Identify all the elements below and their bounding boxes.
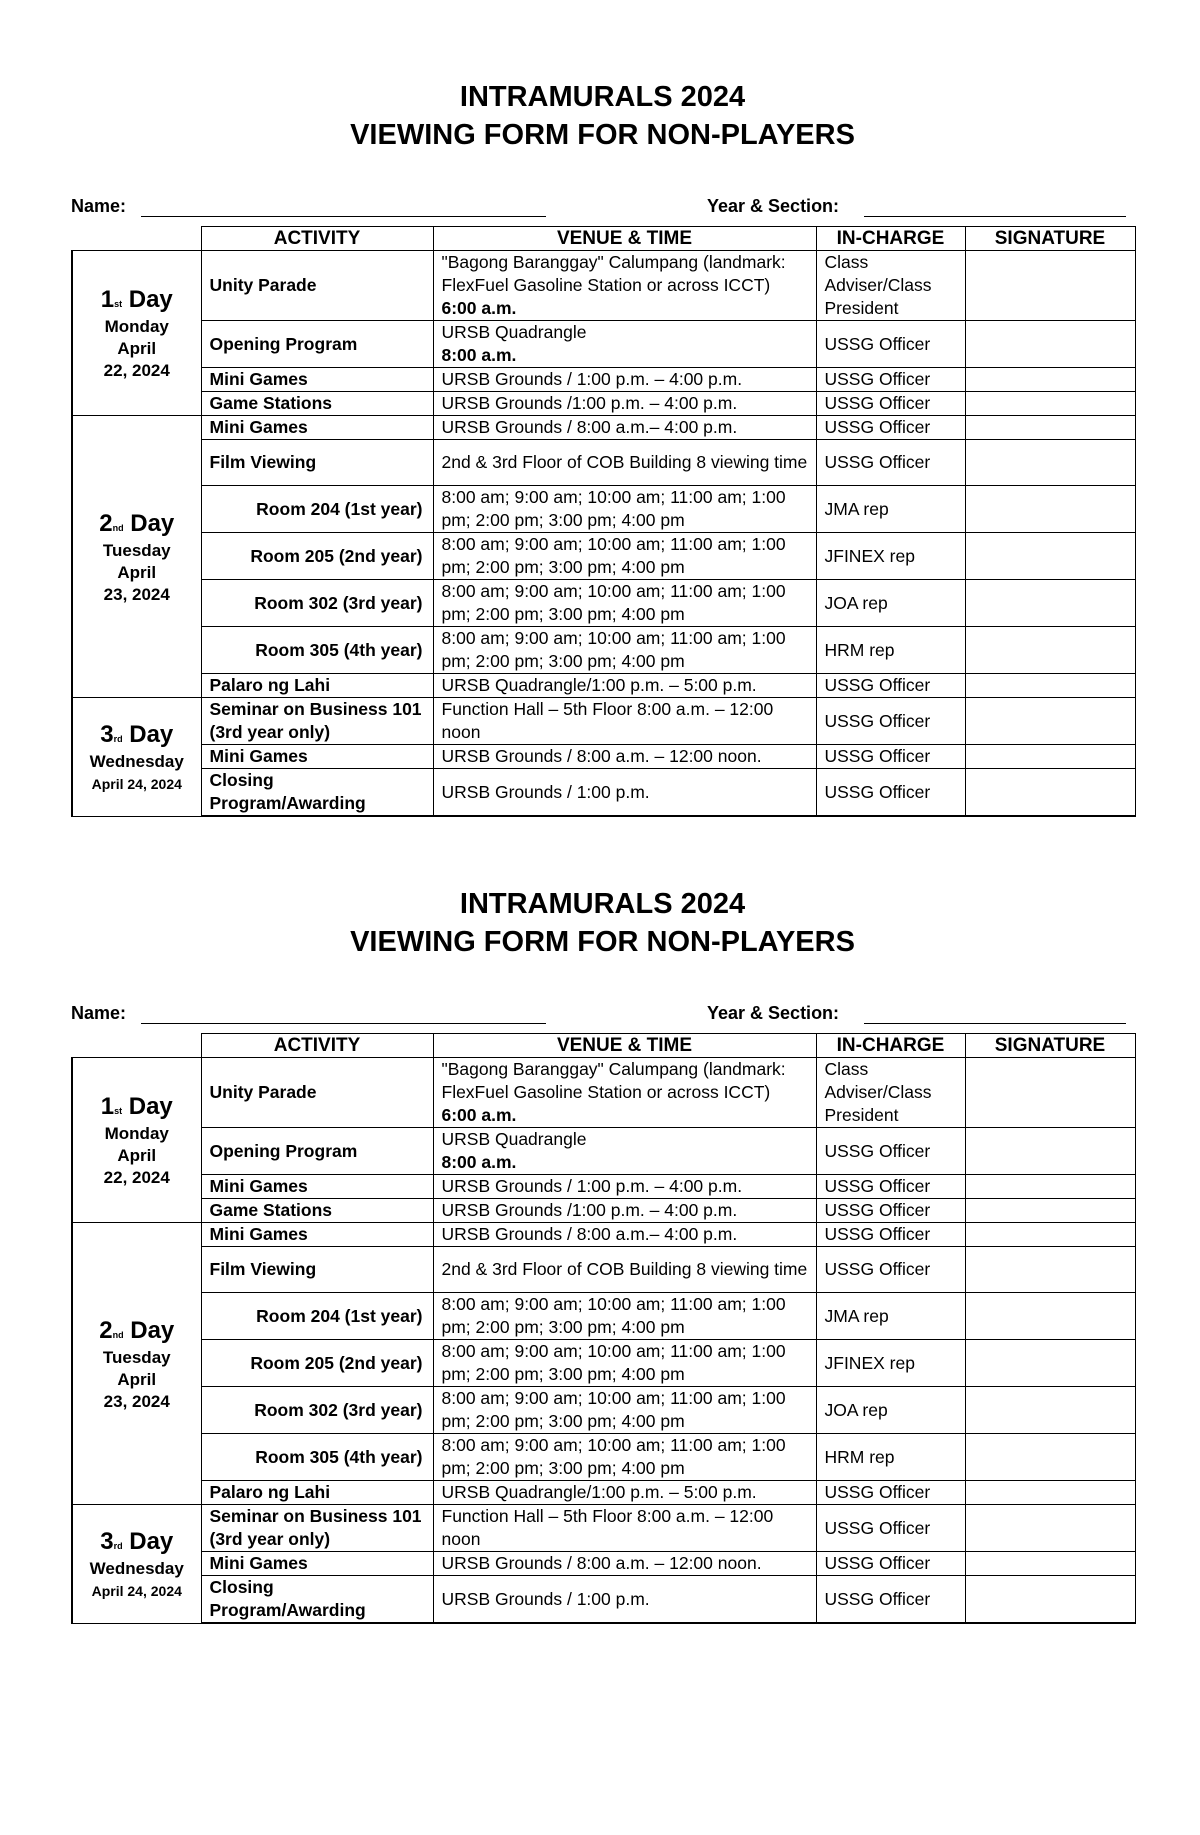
venue-text: URSB Grounds / 8:00 a.m. – 12:00 noon. xyxy=(441,746,762,766)
table-row xyxy=(72,440,1135,486)
venue-text: 2nd & 3rd Floor of COB Building 8 viewing time xyxy=(441,1259,808,1279)
activity-cell: Game Stations xyxy=(201,392,433,416)
signature-cell[interactable] xyxy=(965,580,1135,627)
in-charge-cell: USSG Officer xyxy=(816,1505,965,1552)
name-field[interactable] xyxy=(141,216,546,217)
venue-text: URSB Grounds / 8:00 a.m. – 12:00 noon. xyxy=(441,1553,762,1573)
in-charge-cell: Class Adviser/Class President xyxy=(816,1058,965,1128)
signature-cell[interactable] xyxy=(965,1552,1135,1576)
activity-cell: Mini Games xyxy=(201,745,433,769)
in-charge-cell: JOA rep xyxy=(816,1387,965,1434)
venue-time-cell xyxy=(433,1481,816,1505)
in-charge-cell: JMA rep xyxy=(816,1293,965,1340)
table-row xyxy=(72,486,1135,533)
venue-time-cell xyxy=(433,533,816,580)
table-row xyxy=(72,1387,1135,1434)
activity-cell: Film Viewing xyxy=(201,1247,433,1293)
col-header-signature: SIGNATURE xyxy=(965,1034,1135,1058)
name-field[interactable] xyxy=(141,1023,546,1024)
table-row xyxy=(72,769,1135,817)
table-row xyxy=(72,1175,1135,1199)
day-weekday: Tuesday xyxy=(102,540,171,560)
table-row xyxy=(72,533,1135,580)
in-charge-cell: JFINEX rep xyxy=(816,533,965,580)
viewing-form-1 xyxy=(71,78,1134,817)
table-row xyxy=(72,368,1135,392)
table-row xyxy=(72,1223,1135,1247)
table-row xyxy=(72,251,1135,321)
venue-time-cell xyxy=(433,392,816,416)
venue-time-cell xyxy=(433,769,816,817)
day-heading: 2nd Day xyxy=(99,1316,175,1344)
in-charge-cell: USSG Officer xyxy=(816,1223,965,1247)
in-charge-cell: USSG Officer xyxy=(816,1247,965,1293)
venue-time-bold: 8:00 a.m. xyxy=(441,345,517,365)
day-month: April xyxy=(117,1369,157,1389)
day-weekday: Tuesday xyxy=(102,1347,171,1367)
venue-time-cell xyxy=(433,486,816,533)
day-heading: 3rd Day xyxy=(100,1527,174,1555)
activity-cell: Mini Games xyxy=(201,1175,433,1199)
venue-time-cell xyxy=(433,1247,816,1293)
venue-text: 8:00 am; 9:00 am; 10:00 am; 11:00 am; 1:00 pm; 2:00 pm; 3:00 pm; 4:00 pm xyxy=(441,487,786,530)
signature-cell[interactable] xyxy=(965,627,1135,674)
day-heading: 1st Day xyxy=(100,286,173,313)
venue-text: URSB Grounds / 1:00 p.m. – 4:00 p.m. xyxy=(441,1176,743,1196)
in-charge-cell: USSG Officer xyxy=(816,745,965,769)
in-charge-cell: USSG Officer xyxy=(816,1128,965,1175)
table-row xyxy=(72,392,1135,416)
table-row xyxy=(72,1434,1135,1481)
activity-cell: Closing Program/Awarding xyxy=(201,1576,433,1624)
activity-cell: Closing Program/Awarding xyxy=(201,769,433,817)
venue-time-cell xyxy=(433,627,816,674)
signature-cell[interactable] xyxy=(965,698,1135,745)
year-section-label: Year & Section: xyxy=(707,1003,840,1023)
venue-time-cell xyxy=(433,580,816,627)
signature-cell[interactable] xyxy=(965,1505,1135,1552)
day-date: April 24, 2024 xyxy=(91,775,182,792)
signature-cell[interactable] xyxy=(965,1175,1135,1199)
day-cell-1 xyxy=(72,1058,201,1223)
in-charge-cell: USSG Officer xyxy=(816,321,965,368)
venue-time-cell xyxy=(433,1293,816,1340)
venue-time-cell xyxy=(433,1552,816,1576)
signature-cell[interactable] xyxy=(965,769,1135,817)
day-cell-3 xyxy=(72,698,201,817)
day-weekday: Monday xyxy=(104,1124,169,1143)
in-charge-cell: USSG Officer xyxy=(816,440,965,486)
col-header-activity: ACTIVITY xyxy=(201,1034,433,1058)
venue-time-bold: 6:00 a.m. xyxy=(441,1105,517,1125)
table-row xyxy=(72,580,1135,627)
year-section-field[interactable] xyxy=(864,216,1126,217)
activity-cell: Room 305 (4th year) xyxy=(201,1434,433,1481)
signature-cell[interactable] xyxy=(965,1434,1135,1481)
activity-cell: Palaro ng Lahi xyxy=(201,1481,433,1505)
venue-text: 8:00 am; 9:00 am; 10:00 am; 11:00 am; 1:00 pm; 2:00 pm; 3:00 pm; 4:00 pm xyxy=(441,628,786,671)
venue-text: URSB Grounds / 1:00 p.m. xyxy=(441,1588,650,1609)
table-row xyxy=(72,1340,1135,1387)
table-row xyxy=(72,1552,1135,1576)
venue-text: URSB Grounds / 8:00 a.m.– 4:00 p.m. xyxy=(441,417,738,437)
day-cell-2 xyxy=(72,1223,201,1505)
day-weekday: Monday xyxy=(104,317,169,336)
day-cell-3 xyxy=(72,1505,201,1624)
table-row xyxy=(72,321,1135,368)
signature-cell[interactable] xyxy=(965,1223,1135,1247)
venue-time-cell xyxy=(433,698,816,745)
venue-time-cell xyxy=(433,1340,816,1387)
in-charge-cell: USSG Officer xyxy=(816,368,965,392)
venue-text: 8:00 am; 9:00 am; 10:00 am; 11:00 am; 1:00 pm; 2:00 pm; 3:00 pm; 4:00 pm xyxy=(441,534,786,577)
col-header-venue: VENUE & TIME xyxy=(433,1034,816,1058)
in-charge-cell: USSG Officer xyxy=(816,1481,965,1505)
table-row xyxy=(72,674,1135,698)
venue-text: URSB Grounds / 1:00 p.m. – 4:00 p.m. xyxy=(441,369,743,389)
venue-time-cell xyxy=(433,1199,816,1223)
activity-cell: Room 302 (3rd year) xyxy=(201,580,433,627)
in-charge-cell: JOA rep xyxy=(816,580,965,627)
venue-text: 2nd & 3rd Floor of COB Building 8 viewing time xyxy=(441,452,808,472)
name-row xyxy=(71,196,1134,226)
col-header-venue: VENUE & TIME xyxy=(433,227,816,251)
table-row xyxy=(72,416,1135,440)
venue-text: "Bagong Baranggay" Calumpang (landmark: FlexFuel Gasoline Station or across ICCT) xyxy=(441,252,786,295)
signature-cell[interactable] xyxy=(965,1199,1135,1223)
venue-time-cell xyxy=(433,1058,816,1128)
signature-cell[interactable] xyxy=(965,533,1135,580)
venue-text: URSB Quadrangle xyxy=(441,322,587,342)
venue-text: Function Hall – 5th Floor 8:00 a.m. – 12:00 noon xyxy=(441,1506,774,1549)
activity-cell: Game Stations xyxy=(201,1199,433,1223)
venue-text: 8:00 am; 9:00 am; 10:00 am; 11:00 am; 1:00 pm; 2:00 pm; 3:00 pm; 4:00 pm xyxy=(441,1294,786,1337)
form-title-line1: INTRAMURALS 2024 xyxy=(459,81,746,113)
venue-time-cell xyxy=(433,440,816,486)
activity-cell: Room 204 (1st year) xyxy=(201,1293,433,1340)
signature-cell[interactable] xyxy=(965,1576,1135,1624)
signature-cell[interactable] xyxy=(965,392,1135,416)
table-row xyxy=(72,627,1135,674)
table-row xyxy=(72,1481,1135,1505)
venue-text: URSB Quadrangle/1:00 p.m. – 5:00 p.m. xyxy=(441,675,757,695)
day-date: 23, 2024 xyxy=(103,1391,170,1411)
venue-time-cell xyxy=(433,1576,816,1624)
signature-cell[interactable] xyxy=(965,1340,1135,1387)
signature-cell[interactable] xyxy=(965,440,1135,486)
name-label: Name: xyxy=(71,196,127,216)
signature-cell[interactable] xyxy=(965,1128,1135,1175)
day-month: April xyxy=(117,339,157,358)
venue-time-bold: 6:00 a.m. xyxy=(441,298,517,318)
day-heading: 3rd Day xyxy=(100,720,174,748)
in-charge-cell: JMA rep xyxy=(816,486,965,533)
in-charge-cell: USSG Officer xyxy=(816,769,965,817)
venue-text: URSB Grounds / 8:00 a.m.– 4:00 p.m. xyxy=(441,1224,738,1244)
signature-cell[interactable] xyxy=(965,674,1135,698)
activity-cell: Unity Parade xyxy=(201,251,433,321)
day-weekday: Wednesday xyxy=(89,751,184,771)
venue-time-cell xyxy=(433,321,816,368)
activity-cell: Mini Games xyxy=(201,1223,433,1247)
venue-time-cell xyxy=(433,1505,816,1552)
day-date: 22, 2024 xyxy=(103,1168,170,1187)
col-header-signature: SIGNATURE xyxy=(965,227,1135,251)
activity-cell: Room 305 (4th year) xyxy=(201,627,433,674)
form-title-line1: INTRAMURALS 2024 xyxy=(459,888,746,920)
venue-time-cell xyxy=(433,745,816,769)
col-header-activity: ACTIVITY xyxy=(201,227,433,251)
in-charge-cell: USSG Officer xyxy=(816,1175,965,1199)
venue-text: 8:00 am; 9:00 am; 10:00 am; 11:00 am; 1:00 pm; 2:00 pm; 3:00 pm; 4:00 pm xyxy=(441,1435,786,1478)
venue-text: URSB Quadrangle/1:00 p.m. – 5:00 p.m. xyxy=(441,1482,757,1502)
venue-text: URSB Quadrangle xyxy=(441,1129,587,1149)
in-charge-cell: USSG Officer xyxy=(816,416,965,440)
day-date: 22, 2024 xyxy=(103,361,170,380)
venue-text: 8:00 am; 9:00 am; 10:00 am; 11:00 am; 1:00 pm; 2:00 pm; 3:00 pm; 4:00 pm xyxy=(441,1388,786,1431)
in-charge-cell: USSG Officer xyxy=(816,392,965,416)
in-charge-cell: USSG Officer xyxy=(816,1199,965,1223)
in-charge-cell: USSG Officer xyxy=(816,698,965,745)
table-row xyxy=(72,698,1135,745)
day-cell-1 xyxy=(72,251,201,416)
activity-cell: Room 204 (1st year) xyxy=(201,486,433,533)
venue-time-cell xyxy=(433,416,816,440)
in-charge-cell: Class Adviser/Class President xyxy=(816,251,965,321)
signature-cell[interactable] xyxy=(965,1058,1135,1128)
in-charge-cell: USSG Officer xyxy=(816,1552,965,1576)
activity-cell: Opening Program xyxy=(201,1128,433,1175)
day-month: April xyxy=(117,562,157,582)
activity-cell: Mini Games xyxy=(201,416,433,440)
in-charge-cell: USSG Officer xyxy=(816,1576,965,1624)
year-section-field[interactable] xyxy=(864,1023,1126,1024)
name-row xyxy=(71,1003,1134,1033)
activity-cell: Seminar on Business 101 (3rd year only) xyxy=(201,1505,433,1552)
venue-time-cell xyxy=(433,1387,816,1434)
day-heading: 1st Day xyxy=(100,1093,173,1120)
day-heading: 2nd Day xyxy=(99,509,175,537)
venue-text: URSB Grounds / 1:00 p.m. xyxy=(441,781,650,802)
name-label: Name: xyxy=(71,1003,127,1023)
day-date: 23, 2024 xyxy=(103,584,170,604)
signature-cell[interactable] xyxy=(965,416,1135,440)
day-cell-2 xyxy=(72,416,201,698)
schedule-table xyxy=(71,1033,1136,1624)
day-month: April xyxy=(117,1146,157,1165)
activity-cell: Room 205 (2nd year) xyxy=(201,533,433,580)
form-title-line2: VIEWING FORM FOR NON-PLAYERS xyxy=(350,926,855,958)
year-section-label: Year & Section: xyxy=(707,196,840,216)
activity-cell: Unity Parade xyxy=(201,1058,433,1128)
table-row xyxy=(72,1128,1135,1175)
venue-time-cell xyxy=(433,1223,816,1247)
signature-cell[interactable] xyxy=(965,368,1135,392)
activity-cell: Seminar on Business 101 (3rd year only) xyxy=(201,698,433,745)
table-row xyxy=(72,1247,1135,1293)
table-row xyxy=(72,745,1135,769)
in-charge-cell: HRM rep xyxy=(816,627,965,674)
day-weekday: Wednesday xyxy=(89,1558,184,1578)
in-charge-cell: HRM rep xyxy=(816,1434,965,1481)
activity-cell: Room 302 (3rd year) xyxy=(201,1387,433,1434)
viewing-form-2 xyxy=(71,885,1134,1624)
activity-cell: Opening Program xyxy=(201,321,433,368)
table-row xyxy=(72,1058,1135,1128)
venue-text: URSB Grounds /1:00 p.m. – 4:00 p.m. xyxy=(441,393,738,413)
activity-cell: Room 205 (2nd year) xyxy=(201,1340,433,1387)
in-charge-cell: JFINEX rep xyxy=(816,1340,965,1387)
venue-time-cell xyxy=(433,1128,816,1175)
form-title-line2: VIEWING FORM FOR NON-PLAYERS xyxy=(350,119,855,151)
signature-cell[interactable] xyxy=(965,1293,1135,1340)
col-header-in-charge: IN-CHARGE xyxy=(816,1034,965,1058)
signature-cell[interactable] xyxy=(965,321,1135,368)
schedule-table xyxy=(71,226,1136,817)
signature-cell[interactable] xyxy=(965,486,1135,533)
venue-text: 8:00 am; 9:00 am; 10:00 am; 11:00 am; 1:00 pm; 2:00 pm; 3:00 pm; 4:00 pm xyxy=(441,1341,786,1384)
venue-time-bold: 8:00 a.m. xyxy=(441,1152,517,1172)
signature-cell[interactable] xyxy=(965,1247,1135,1293)
venue-text: 8:00 am; 9:00 am; 10:00 am; 11:00 am; 1:00 pm; 2:00 pm; 3:00 pm; 4:00 pm xyxy=(441,581,786,624)
table-row xyxy=(72,1293,1135,1340)
activity-cell: Mini Games xyxy=(201,368,433,392)
venue-time-cell xyxy=(433,368,816,392)
venue-time-cell xyxy=(433,1175,816,1199)
venue-time-cell xyxy=(433,1434,816,1481)
signature-cell[interactable] xyxy=(965,745,1135,769)
activity-cell: Palaro ng Lahi xyxy=(201,674,433,698)
activity-cell: Film Viewing xyxy=(201,440,433,486)
signature-cell[interactable] xyxy=(965,1387,1135,1434)
in-charge-cell: USSG Officer xyxy=(816,674,965,698)
signature-cell[interactable] xyxy=(965,1481,1135,1505)
venue-text: "Bagong Baranggay" Calumpang (landmark: FlexFuel Gasoline Station or across ICCT) xyxy=(441,1059,786,1102)
venue-time-cell xyxy=(433,674,816,698)
venue-text: Function Hall – 5th Floor 8:00 a.m. – 12:00 noon xyxy=(441,699,774,742)
venue-time-cell xyxy=(433,251,816,321)
venue-text: URSB Grounds /1:00 p.m. – 4:00 p.m. xyxy=(441,1200,738,1220)
col-header-in-charge: IN-CHARGE xyxy=(816,227,965,251)
table-row xyxy=(72,1505,1135,1552)
day-date: April 24, 2024 xyxy=(91,1582,182,1599)
table-row xyxy=(72,1199,1135,1223)
signature-cell[interactable] xyxy=(965,251,1135,321)
table-row xyxy=(72,1576,1135,1624)
activity-cell: Mini Games xyxy=(201,1552,433,1576)
